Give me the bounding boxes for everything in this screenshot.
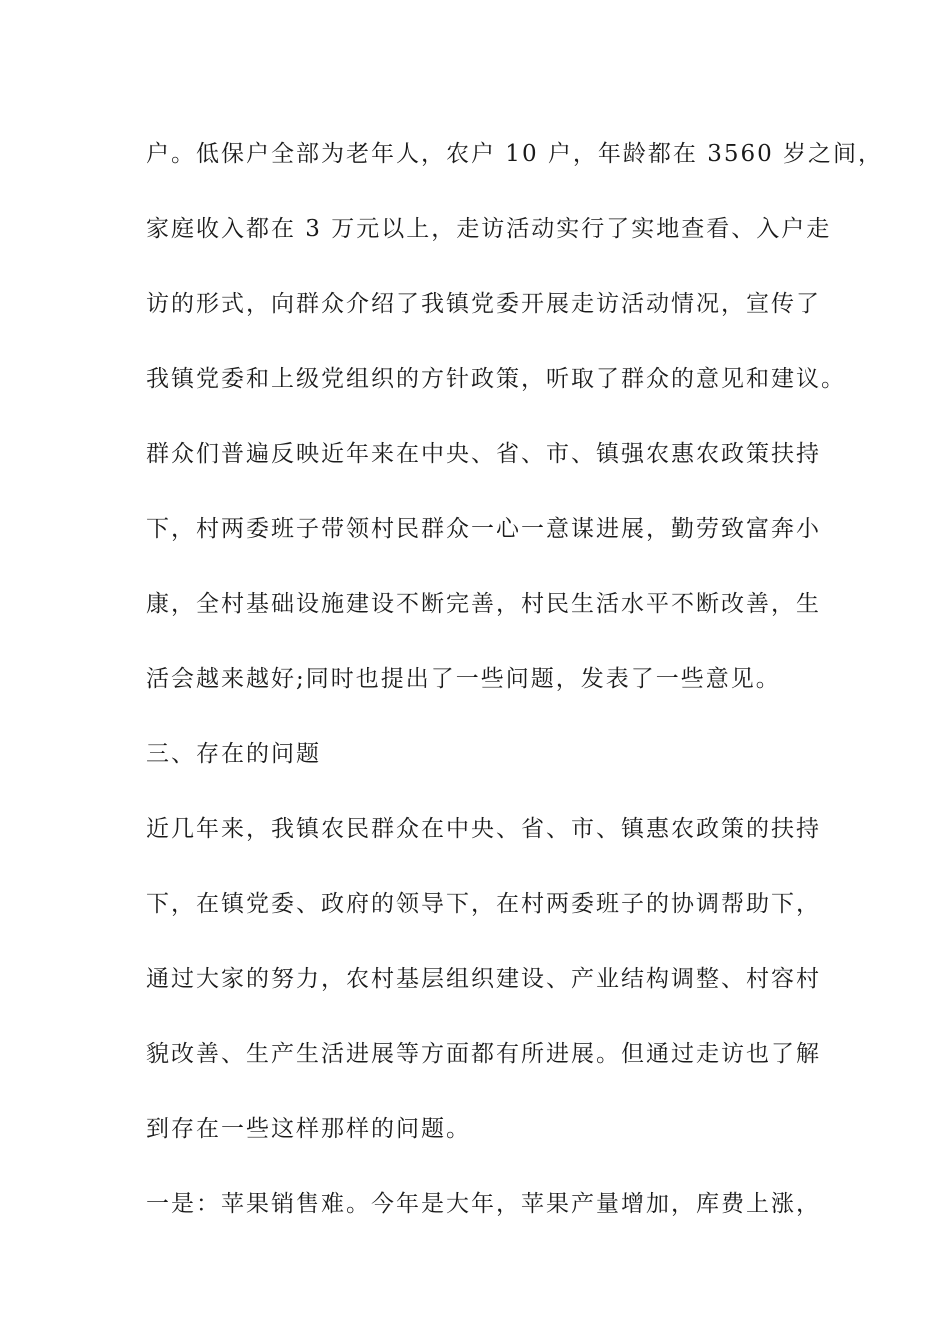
text-line: 康，全村基础设施建设不断完善，村民生活水平不断改善，生 — [146, 591, 821, 617]
text-line: 群众们普遍反映近年来在中央、省、市、镇强农惠农政策扶持 — [146, 441, 821, 467]
text-line: 到存在一些这样那样的问题。 — [146, 1116, 471, 1142]
section-heading: 三、存在的问题 — [146, 741, 321, 767]
text-line: 访的形式，向群众介绍了我镇党委开展走访活动情况，宣传了 — [146, 291, 821, 317]
text-line: 下，村两委班子带领村民群众一心一意谋进展，勤劳致富奔小 — [146, 516, 821, 542]
text-line: 户。低保户全部为老年人，农户 10 户，年龄都在 3560 岁之间， — [146, 141, 884, 167]
text-line: 活会越来越好;同时也提出了一些问题，发表了一些意见。 — [146, 666, 781, 692]
text-line: 家庭收入都在 3 万元以上，走访活动实行了实地查看、入户走 — [146, 216, 832, 242]
text-line: 下，在镇党委、政府的领导下，在村两委班子的协调帮助下， — [146, 891, 821, 917]
text-line: 貌改善、生产生活进展等方面都有所进展。但通过走访也了解 — [146, 1041, 821, 1067]
text-line: 我镇党委和上级党组织的方针政策，听取了群众的意见和建议。 — [146, 366, 846, 392]
text-line: 一是：苹果销售难。今年是大年，苹果产量增加，库费上涨， — [146, 1191, 821, 1217]
text-line: 近几年来，我镇农民群众在中央、省、市、镇惠农政策的扶持 — [146, 816, 821, 842]
text-line: 通过大家的努力，农村基层组织建设、产业结构调整、村容村 — [146, 966, 821, 992]
